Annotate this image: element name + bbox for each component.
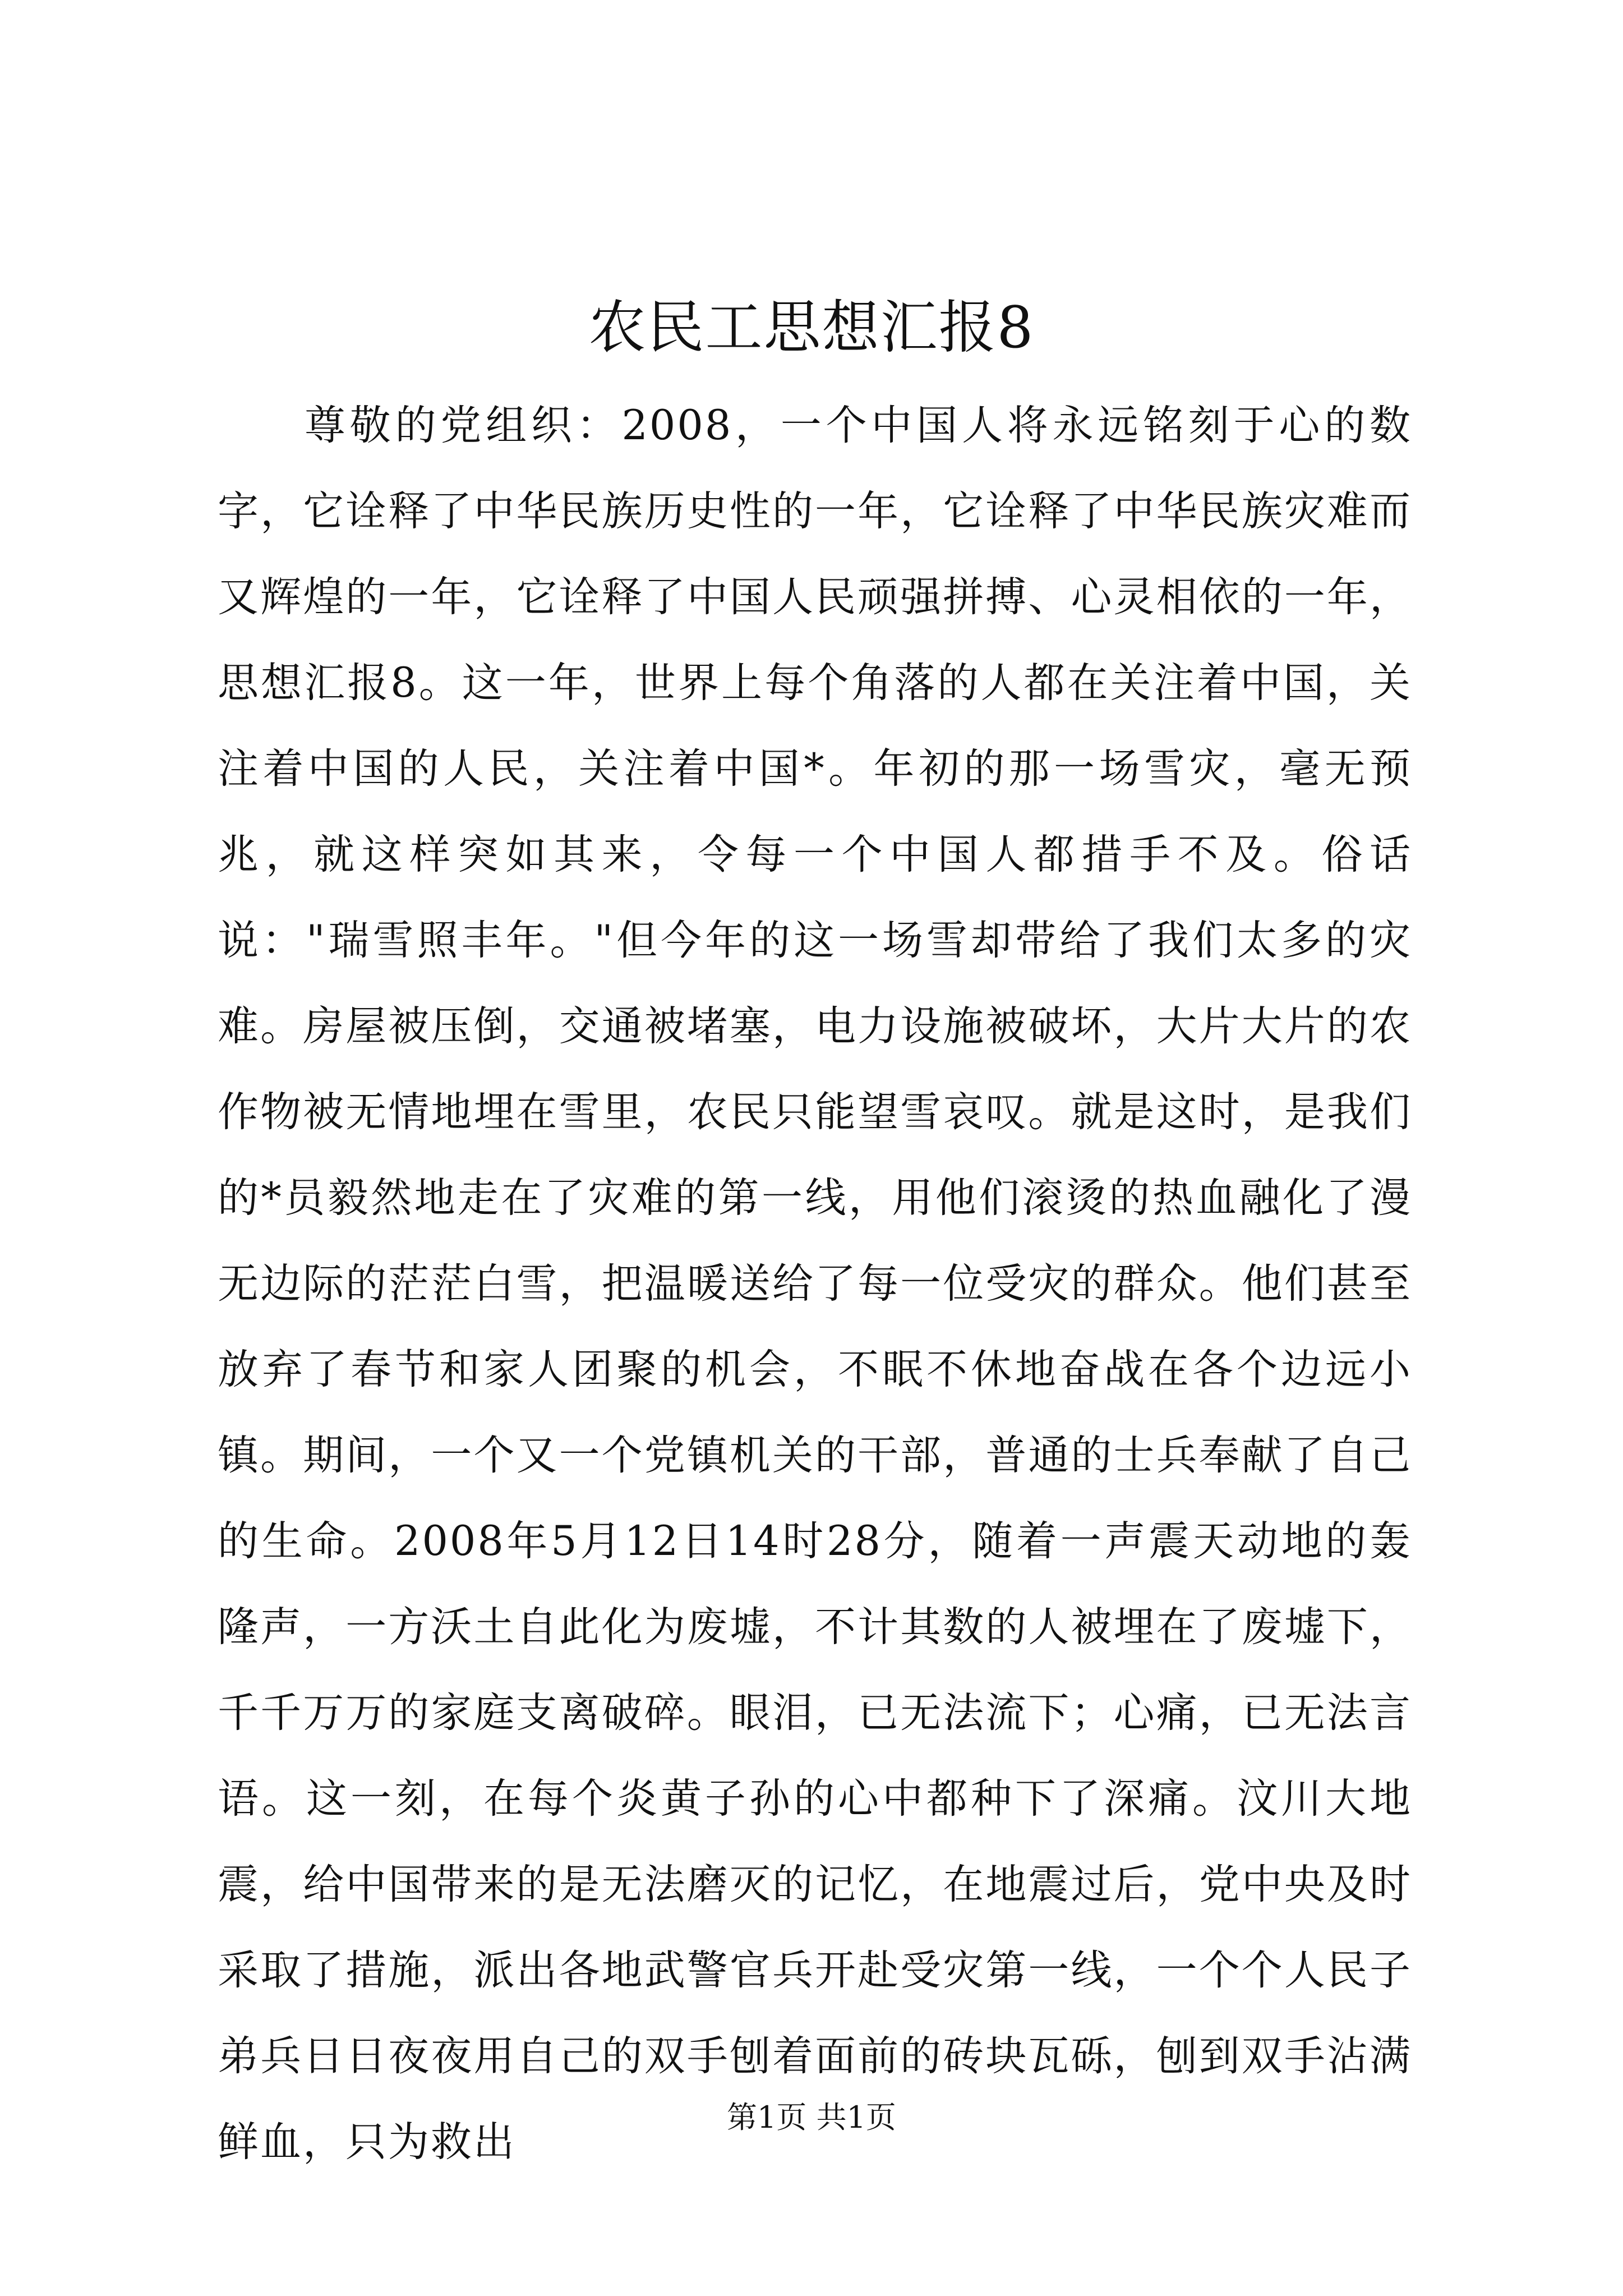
page-footer: 第1页 共1页 — [727, 2100, 896, 2135]
document-body: 尊敬的党组织：2008，一个中国人将永远铭刻于心的数字，它诠释了中华民族历史性的一年，它诠释了中华民族灾难而又辉煌的一年，它诠释了中国人民顽强拼搏、心灵相依的一年，思想汇报8。这一年，世界上每个角落的人都在关注着中国，关注着中国的人民，关注着中国*。年初的那一场雪灾，毫无预兆，就这样突如其来，令每一个中国人都措手不及。俗话说："瑞雪照丰年。"但今年的这一场雪却带给了我们太多的灾难。房屋被压倒，交通被堵塞，电力设施被破坏，大片大片的农作物被无情地埋在雪里，农民只能望雪哀叹。就是这时，是我们的*员毅然地走在了灾难的第一线，用他们滚烫的热血融化了漫无边际的茫茫白雪，把温暖送给了每一位受灾的群众。他们甚至放弃了春节和家人团聚的机会，不眠不休地奋战在各个边远小镇。期间，一个又一个党镇机关的干部，普通的士兵奉献了自己的生命。2008年5月12日14时28分，随着一声震天动地的轰隆声，一方沃土自此化为废墟，不计其数的人被埋在了废墟下，千千万万的家庭支离破碎。眼泪，已无法流下；心痛，已无法言语。这一刻，在每个炎黄子孙的心中都种下了深痛。汶川大地震，给中国带来的是无法磨灭的记忆，在地震过后，党中央及时采取了措施，派出各地武警官兵开赴受灾第一线，一个个人民子弟兵日日夜夜用自己的双手刨着面前的砖块瓦砾，刨到双手沾满鲜血，只为救出 — [218, 402, 1412, 2166]
document-title: 农民工思想汇报8 — [588, 295, 1035, 361]
